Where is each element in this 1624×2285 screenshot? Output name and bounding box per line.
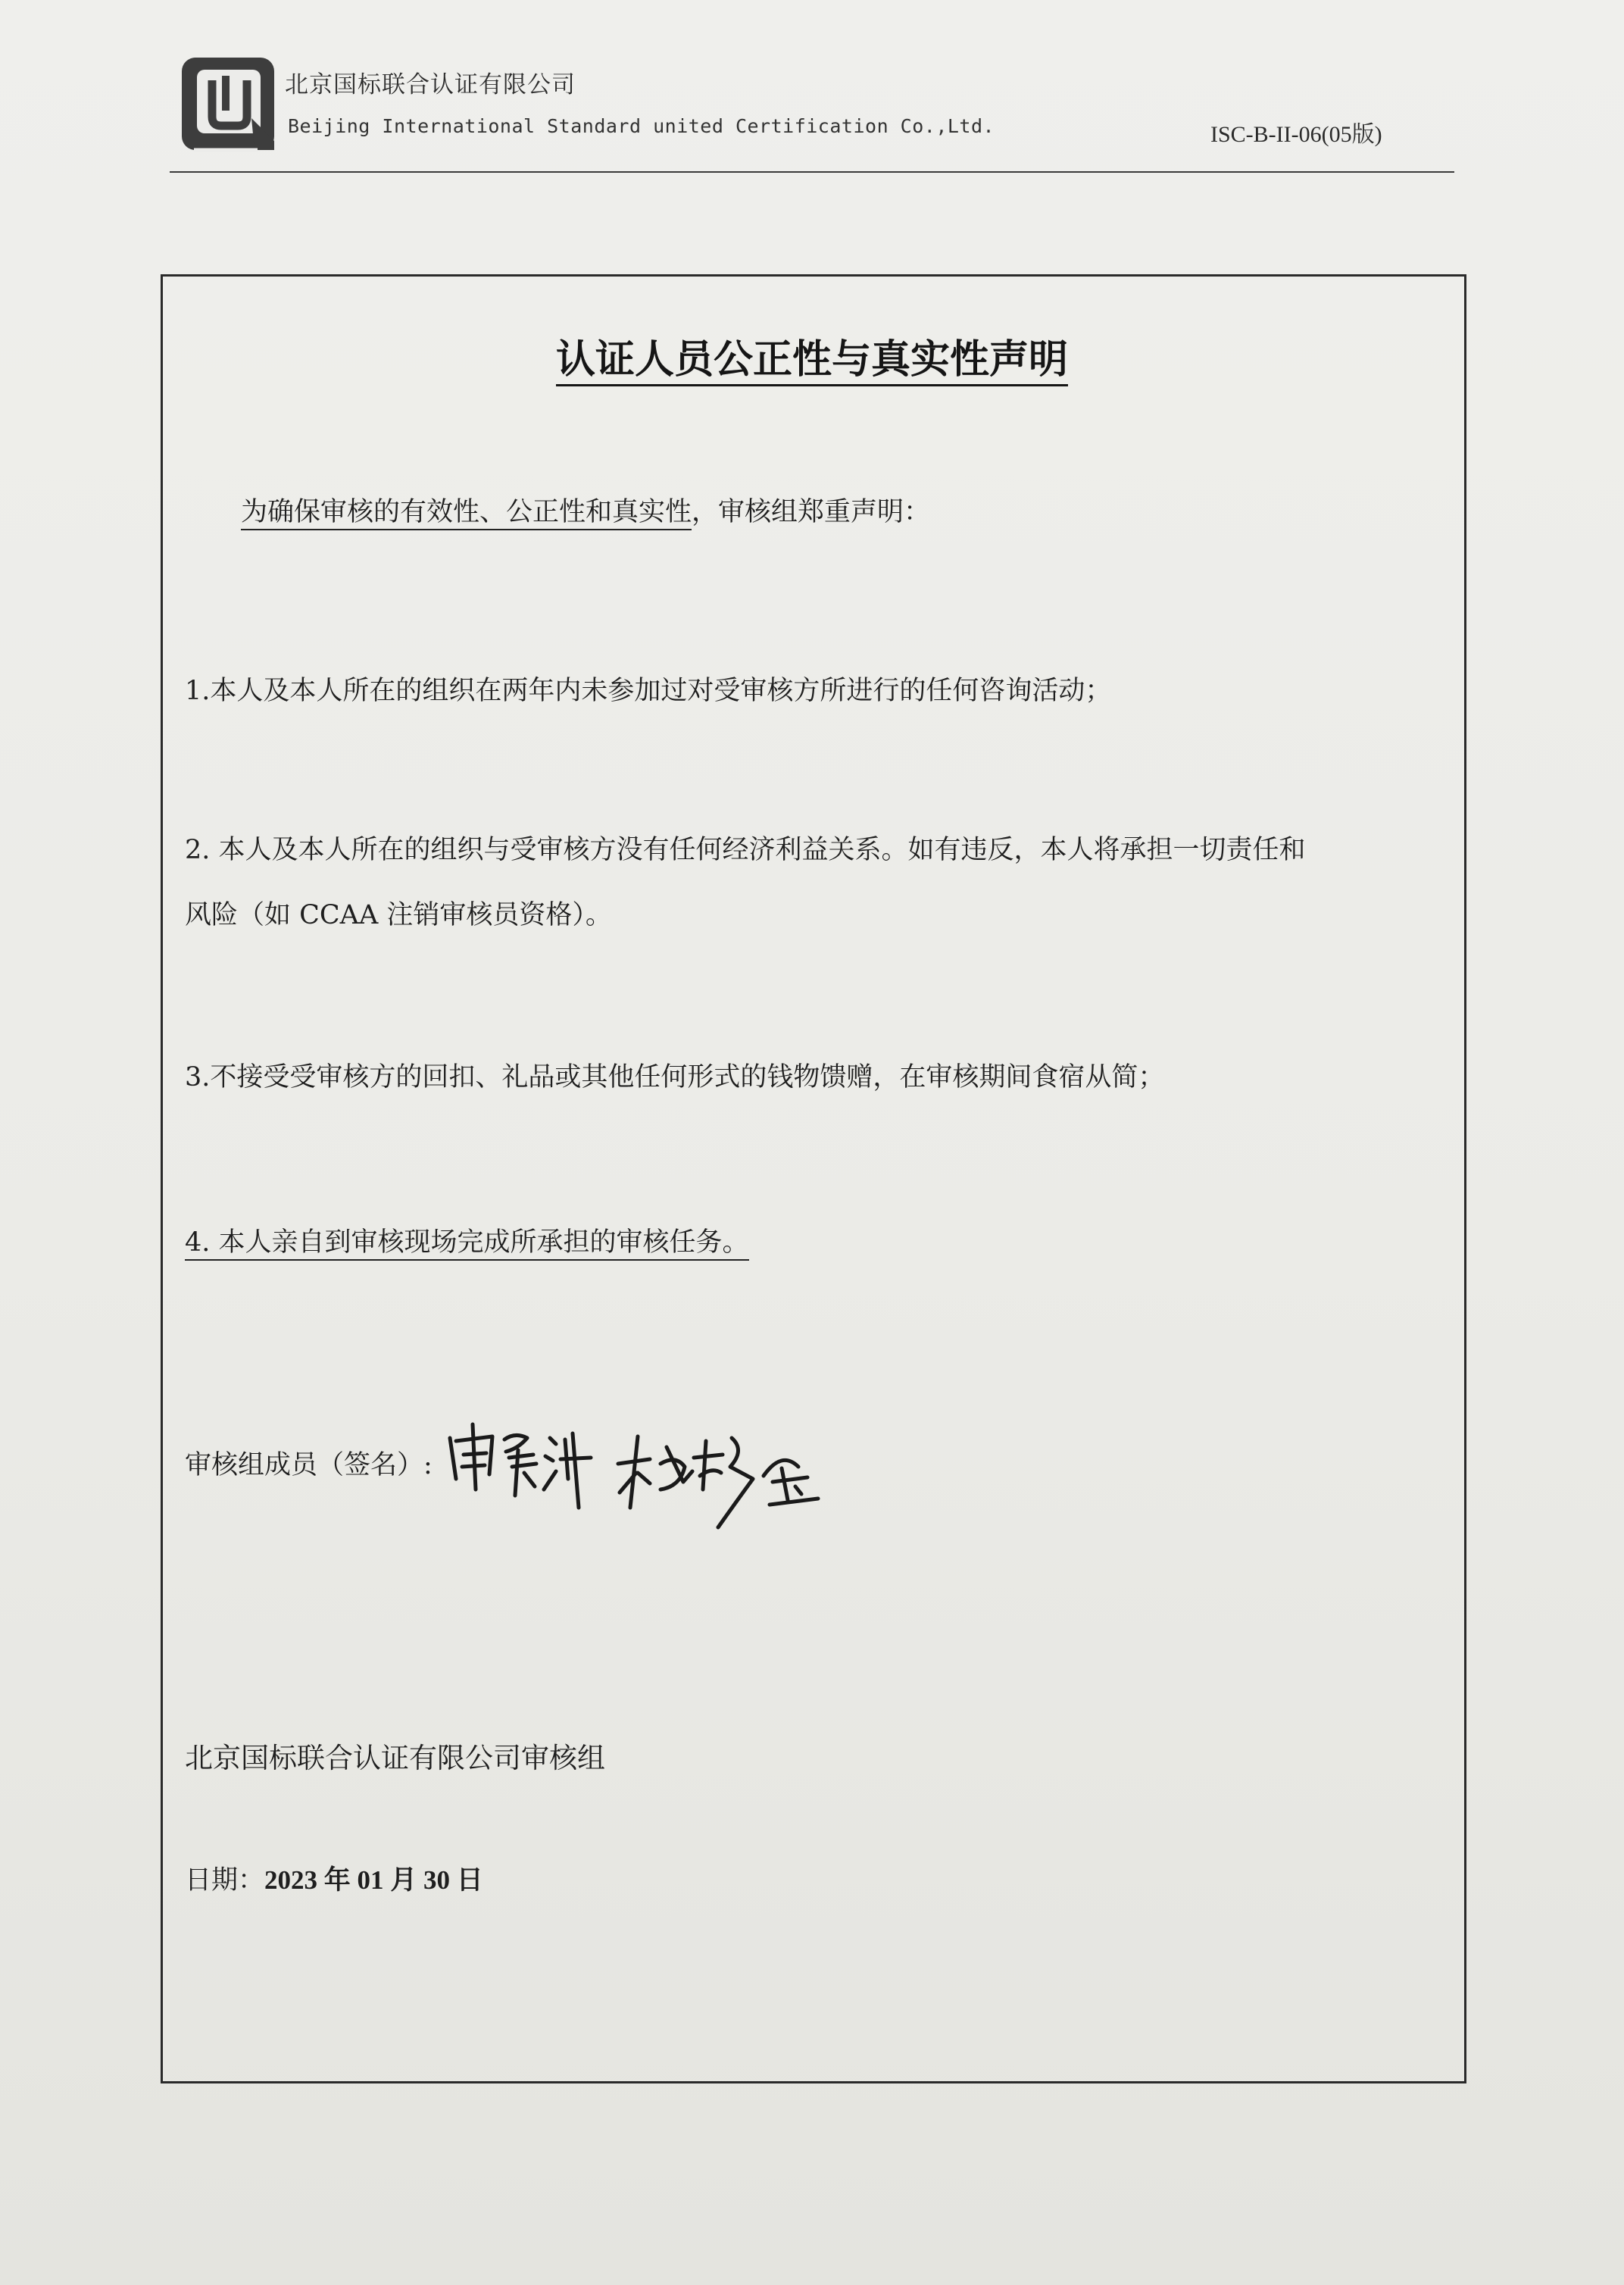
intro-underlined-text: 为确保审核的有效性、公正性和真实性 (241, 497, 692, 530)
declaration-item-2-line-2: 风险（如 CCAA 注销审核员资格）。 (185, 900, 612, 930)
handwritten-signatures-icon (439, 1394, 864, 1546)
intro-rest-text: ，审核组郑重声明： (692, 497, 931, 527)
form-title-text: 认证人员公正性与真实性声明 (556, 337, 1068, 386)
date-value: 2023 年 01 月 30 日 (264, 1865, 483, 1895)
header-divider (170, 171, 1454, 173)
document-code: ISC-B-II-06(05版) (1210, 122, 1382, 147)
intro-paragraph (241, 491, 930, 529)
declaration-item-4-text: 4. 本人亲自到审核现场完成所承担的审核任务。 (185, 1227, 749, 1261)
company-logo-icon (179, 53, 280, 156)
date-line (185, 1859, 483, 1897)
declaration-item-4 (185, 1221, 749, 1259)
declaration-item-2-line-1: 2. 本人及本人所在的组织与受审核方没有任何经济利益关系。如有违反，本人将承担一切责任和 (185, 835, 1306, 865)
company-name-cn: 北京国标联合认证有限公司 (285, 71, 576, 98)
declaration-form-border (161, 274, 1466, 2083)
signature-label: 审核组成员（签名）: (185, 1450, 433, 1480)
signature-2-icon (618, 1436, 818, 1527)
declaration-item-1: 1.本人及本人所在的组织在两年内未参加过对受审核方所进行的任何咨询活动； (185, 676, 1112, 706)
declaration-item-3: 3.不接受受审核方的回扣、礼品或其他任何形式的钱物馈赠，在审核期间食宿从简； (185, 1062, 1165, 1092)
form-title (0, 327, 1624, 384)
audit-team-name: 北京国标联合认证有限公司审核组 (185, 1742, 605, 1774)
company-name-en: Beijing International Standard united Certification Co.,Ltd. (288, 115, 995, 137)
signature-1-icon (450, 1424, 591, 1508)
date-label: 日期： (185, 1865, 265, 1896)
